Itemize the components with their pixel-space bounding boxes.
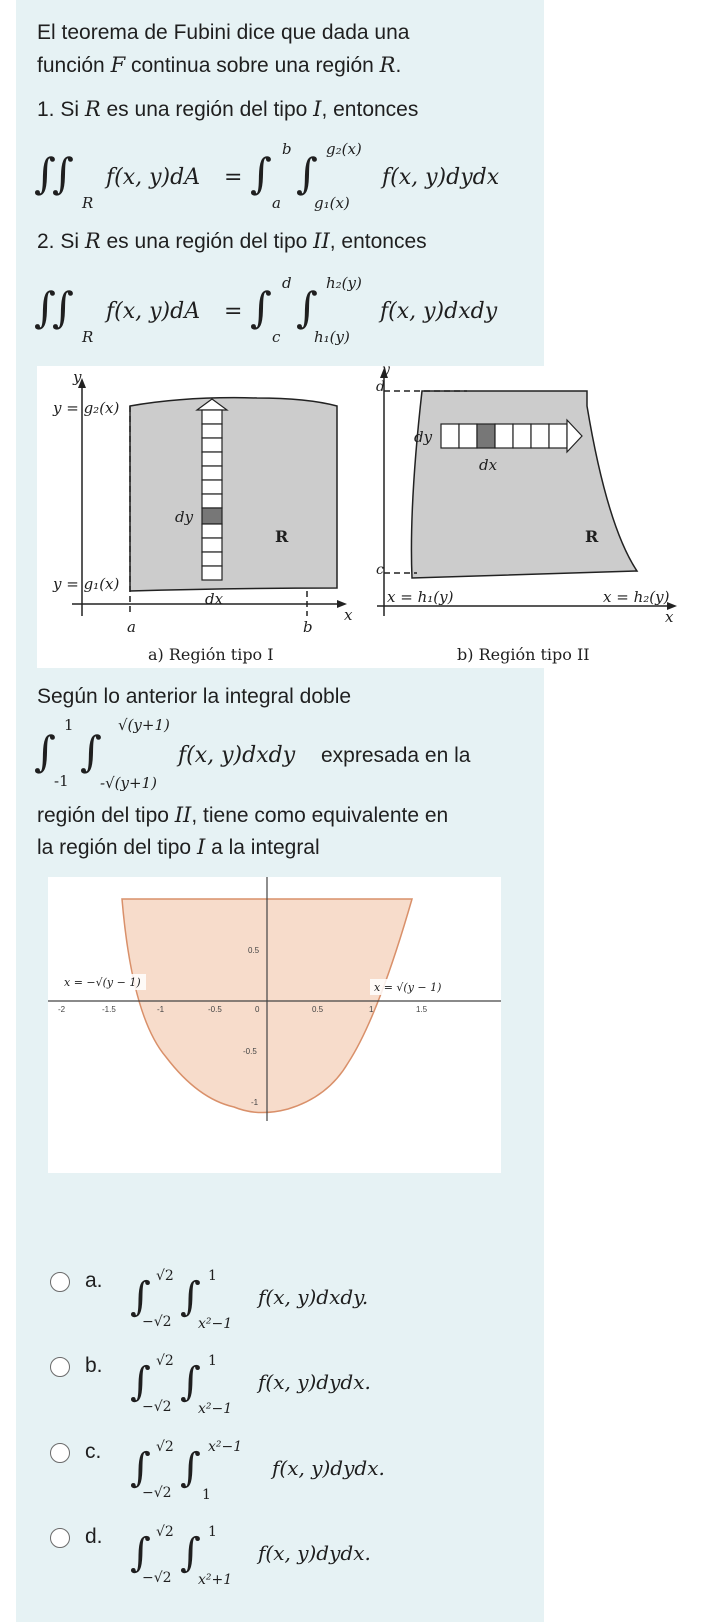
svg-text:-√(y+1): -√(y+1) xyxy=(100,774,157,792)
x-tick: 0 xyxy=(255,1005,260,1014)
dx-label-a: dx xyxy=(205,590,224,608)
fubini-formula-type-2 xyxy=(30,268,540,358)
radio-option-a[interactable] xyxy=(50,1272,70,1292)
svg-text:√2: √2 xyxy=(156,1353,174,1369)
svg-text:=: = xyxy=(224,299,243,324)
x-tick: -0.5 xyxy=(208,1005,222,1014)
svg-text:f(x, y)dxdy.: f(x, y)dxdy. xyxy=(258,1285,369,1309)
case-2-text: 2. Si R es una región del tipo II, entonces xyxy=(37,229,427,253)
option-a-formula xyxy=(128,1264,428,1334)
svg-text:∫: ∫ xyxy=(180,1530,201,1576)
right-curve-label: x = h₂(y) xyxy=(603,588,670,606)
a-label: a xyxy=(127,618,136,636)
radio-option-d[interactable] xyxy=(50,1528,70,1548)
svg-text:g₁(x): g₁(x) xyxy=(314,194,350,212)
svg-text:∫: ∫ xyxy=(80,727,102,776)
svg-text:1: 1 xyxy=(208,1353,217,1369)
svg-text:1: 1 xyxy=(208,1268,217,1284)
svg-text:∫: ∫ xyxy=(250,149,272,198)
svg-text:d: d xyxy=(282,274,292,292)
svg-text:−√2: −√2 xyxy=(142,1314,172,1330)
svg-text:−√2: −√2 xyxy=(142,1485,172,1501)
d-label: d xyxy=(376,379,385,395)
question-integral xyxy=(30,714,530,792)
parabola-graph xyxy=(48,877,501,1173)
svg-text:√(y+1): √(y+1) xyxy=(118,716,170,734)
svg-text:∫: ∫ xyxy=(180,1274,201,1320)
radio-option-c[interactable] xyxy=(50,1443,70,1463)
svg-text:1: 1 xyxy=(208,1524,217,1540)
option-d-formula xyxy=(128,1520,428,1590)
svg-text:=: = xyxy=(224,165,243,190)
x-tick: 0.5 xyxy=(312,1005,324,1014)
svg-text:f(x, y)dydx: f(x, y)dydx xyxy=(382,165,500,190)
svg-text:f(x, y)dydx.: f(x, y)dydx. xyxy=(258,1541,371,1565)
region-label-b: R xyxy=(585,527,599,546)
top-curve-label: y = g₂(x) xyxy=(53,399,120,417)
regions-diagram xyxy=(37,366,710,668)
svg-text:∫: ∫ xyxy=(296,149,318,198)
y-tick: -1 xyxy=(251,1098,259,1107)
svg-text:∫: ∫ xyxy=(130,1530,151,1576)
x-tick: 1 xyxy=(369,1005,374,1014)
right-branch-label: x = √(y − 1) xyxy=(374,981,442,994)
svg-text:-1: -1 xyxy=(54,772,69,790)
option-b-formula xyxy=(128,1349,428,1419)
option-c-formula xyxy=(128,1435,428,1505)
x-tick: 1.5 xyxy=(416,1005,428,1014)
axis-y-label-a: y xyxy=(73,368,82,386)
svg-text:R: R xyxy=(82,194,94,212)
radio-option-b[interactable] xyxy=(50,1357,70,1377)
svg-text:x²−1: x²−1 xyxy=(198,1316,233,1332)
svg-text:x²+1: x²+1 xyxy=(198,1572,233,1588)
diagram-type-1 xyxy=(52,368,353,664)
svg-text:c: c xyxy=(272,328,281,346)
svg-text:∫: ∫ xyxy=(34,149,56,198)
svg-text:∫: ∫ xyxy=(180,1445,201,1491)
svg-text:expresada en la: expresada en la xyxy=(321,744,471,767)
diagram-type-2 xyxy=(376,366,677,664)
svg-text:f(x, y)dydx.: f(x, y)dydx. xyxy=(258,1370,371,1394)
svg-text:√2: √2 xyxy=(156,1268,174,1284)
axis-x-label-b: x xyxy=(665,608,674,626)
svg-text:h₂(y): h₂(y) xyxy=(326,274,362,292)
intro-line-1: El teorema de Fubini dice que dada una xyxy=(37,21,410,44)
region-label-a: R xyxy=(275,527,289,546)
dy-label-a: dy xyxy=(175,508,194,526)
svg-text:f(x, y)dA: f(x, y)dA xyxy=(106,165,201,190)
c-label: c xyxy=(376,562,384,578)
svg-text:g₂(x): g₂(x) xyxy=(326,140,362,158)
svg-text:x²−1: x²−1 xyxy=(208,1439,243,1455)
svg-text:∫: ∫ xyxy=(52,149,74,198)
question-line-3: región del tipo II, tiene como equivalente en xyxy=(37,803,449,827)
b-label: b xyxy=(303,618,313,636)
svg-text:b: b xyxy=(282,140,292,158)
svg-text:R: R xyxy=(82,328,94,346)
svg-text:−√2: −√2 xyxy=(142,1570,172,1586)
dx-label-b: dx xyxy=(479,456,498,474)
svg-text:∫: ∫ xyxy=(52,283,74,332)
dy-label-b: dy xyxy=(414,428,433,446)
option-c-letter: c. xyxy=(85,1440,102,1463)
svg-text:∫: ∫ xyxy=(180,1359,201,1405)
x-tick: -1.5 xyxy=(102,1005,116,1014)
caption-type-1: a) Región tipo I xyxy=(148,645,274,664)
y-tick: -0.5 xyxy=(243,1047,257,1056)
x-tick: -1 xyxy=(157,1005,165,1014)
left-curve-label: x = h₁(y) xyxy=(387,588,454,606)
option-d-letter: d. xyxy=(85,1525,103,1548)
svg-text:f(x, y)dxdy: f(x, y)dxdy xyxy=(178,743,296,768)
left-branch-label: x = −√(y − 1) xyxy=(64,976,141,989)
fubini-formula-type-1 xyxy=(30,134,540,224)
bottom-curve-label: y = g₁(x) xyxy=(53,575,120,593)
axis-y-label-b: y xyxy=(382,366,390,378)
question-line-1: Según lo anterior la integral doble xyxy=(37,685,352,708)
regions-figure xyxy=(37,366,710,668)
svg-text:√2: √2 xyxy=(156,1524,174,1540)
svg-text:∫: ∫ xyxy=(34,283,56,332)
svg-text:1: 1 xyxy=(64,716,74,734)
svg-text:∫: ∫ xyxy=(130,1359,151,1405)
svg-text:∫: ∫ xyxy=(34,727,56,776)
svg-text:f(x, y)dxdy: f(x, y)dxdy xyxy=(380,299,498,324)
parabola-svg xyxy=(48,877,501,1173)
svg-text:∫: ∫ xyxy=(296,283,318,332)
option-b-letter: b. xyxy=(85,1354,103,1377)
case-1-text: 1. Si R es una región del tipo I, entonces xyxy=(37,97,419,121)
svg-text:∫: ∫ xyxy=(130,1445,151,1491)
svg-text:−√2: −√2 xyxy=(142,1399,172,1415)
axis-x-label-a: x xyxy=(344,606,353,624)
svg-text:√2: √2 xyxy=(156,1439,174,1455)
y-tick: 0.5 xyxy=(248,946,260,955)
svg-text:x²−1: x²−1 xyxy=(198,1401,233,1417)
option-a-letter: a. xyxy=(85,1269,103,1292)
caption-type-2: b) Región tipo II xyxy=(457,645,590,664)
svg-text:f(x, y)dA: f(x, y)dA xyxy=(106,299,201,324)
intro-line-2: función F continua sobre una región R. xyxy=(37,53,402,77)
svg-text:∫: ∫ xyxy=(250,283,272,332)
svg-text:a: a xyxy=(272,194,281,212)
question-line-4: la región del tipo I a la integral xyxy=(37,835,320,859)
x-tick: -2 xyxy=(58,1005,66,1014)
svg-text:f(x, y)dydx.: f(x, y)dydx. xyxy=(272,1456,385,1480)
svg-text:1: 1 xyxy=(202,1487,211,1503)
svg-text:∫: ∫ xyxy=(130,1274,151,1320)
svg-text:h₁(y): h₁(y) xyxy=(314,328,350,346)
